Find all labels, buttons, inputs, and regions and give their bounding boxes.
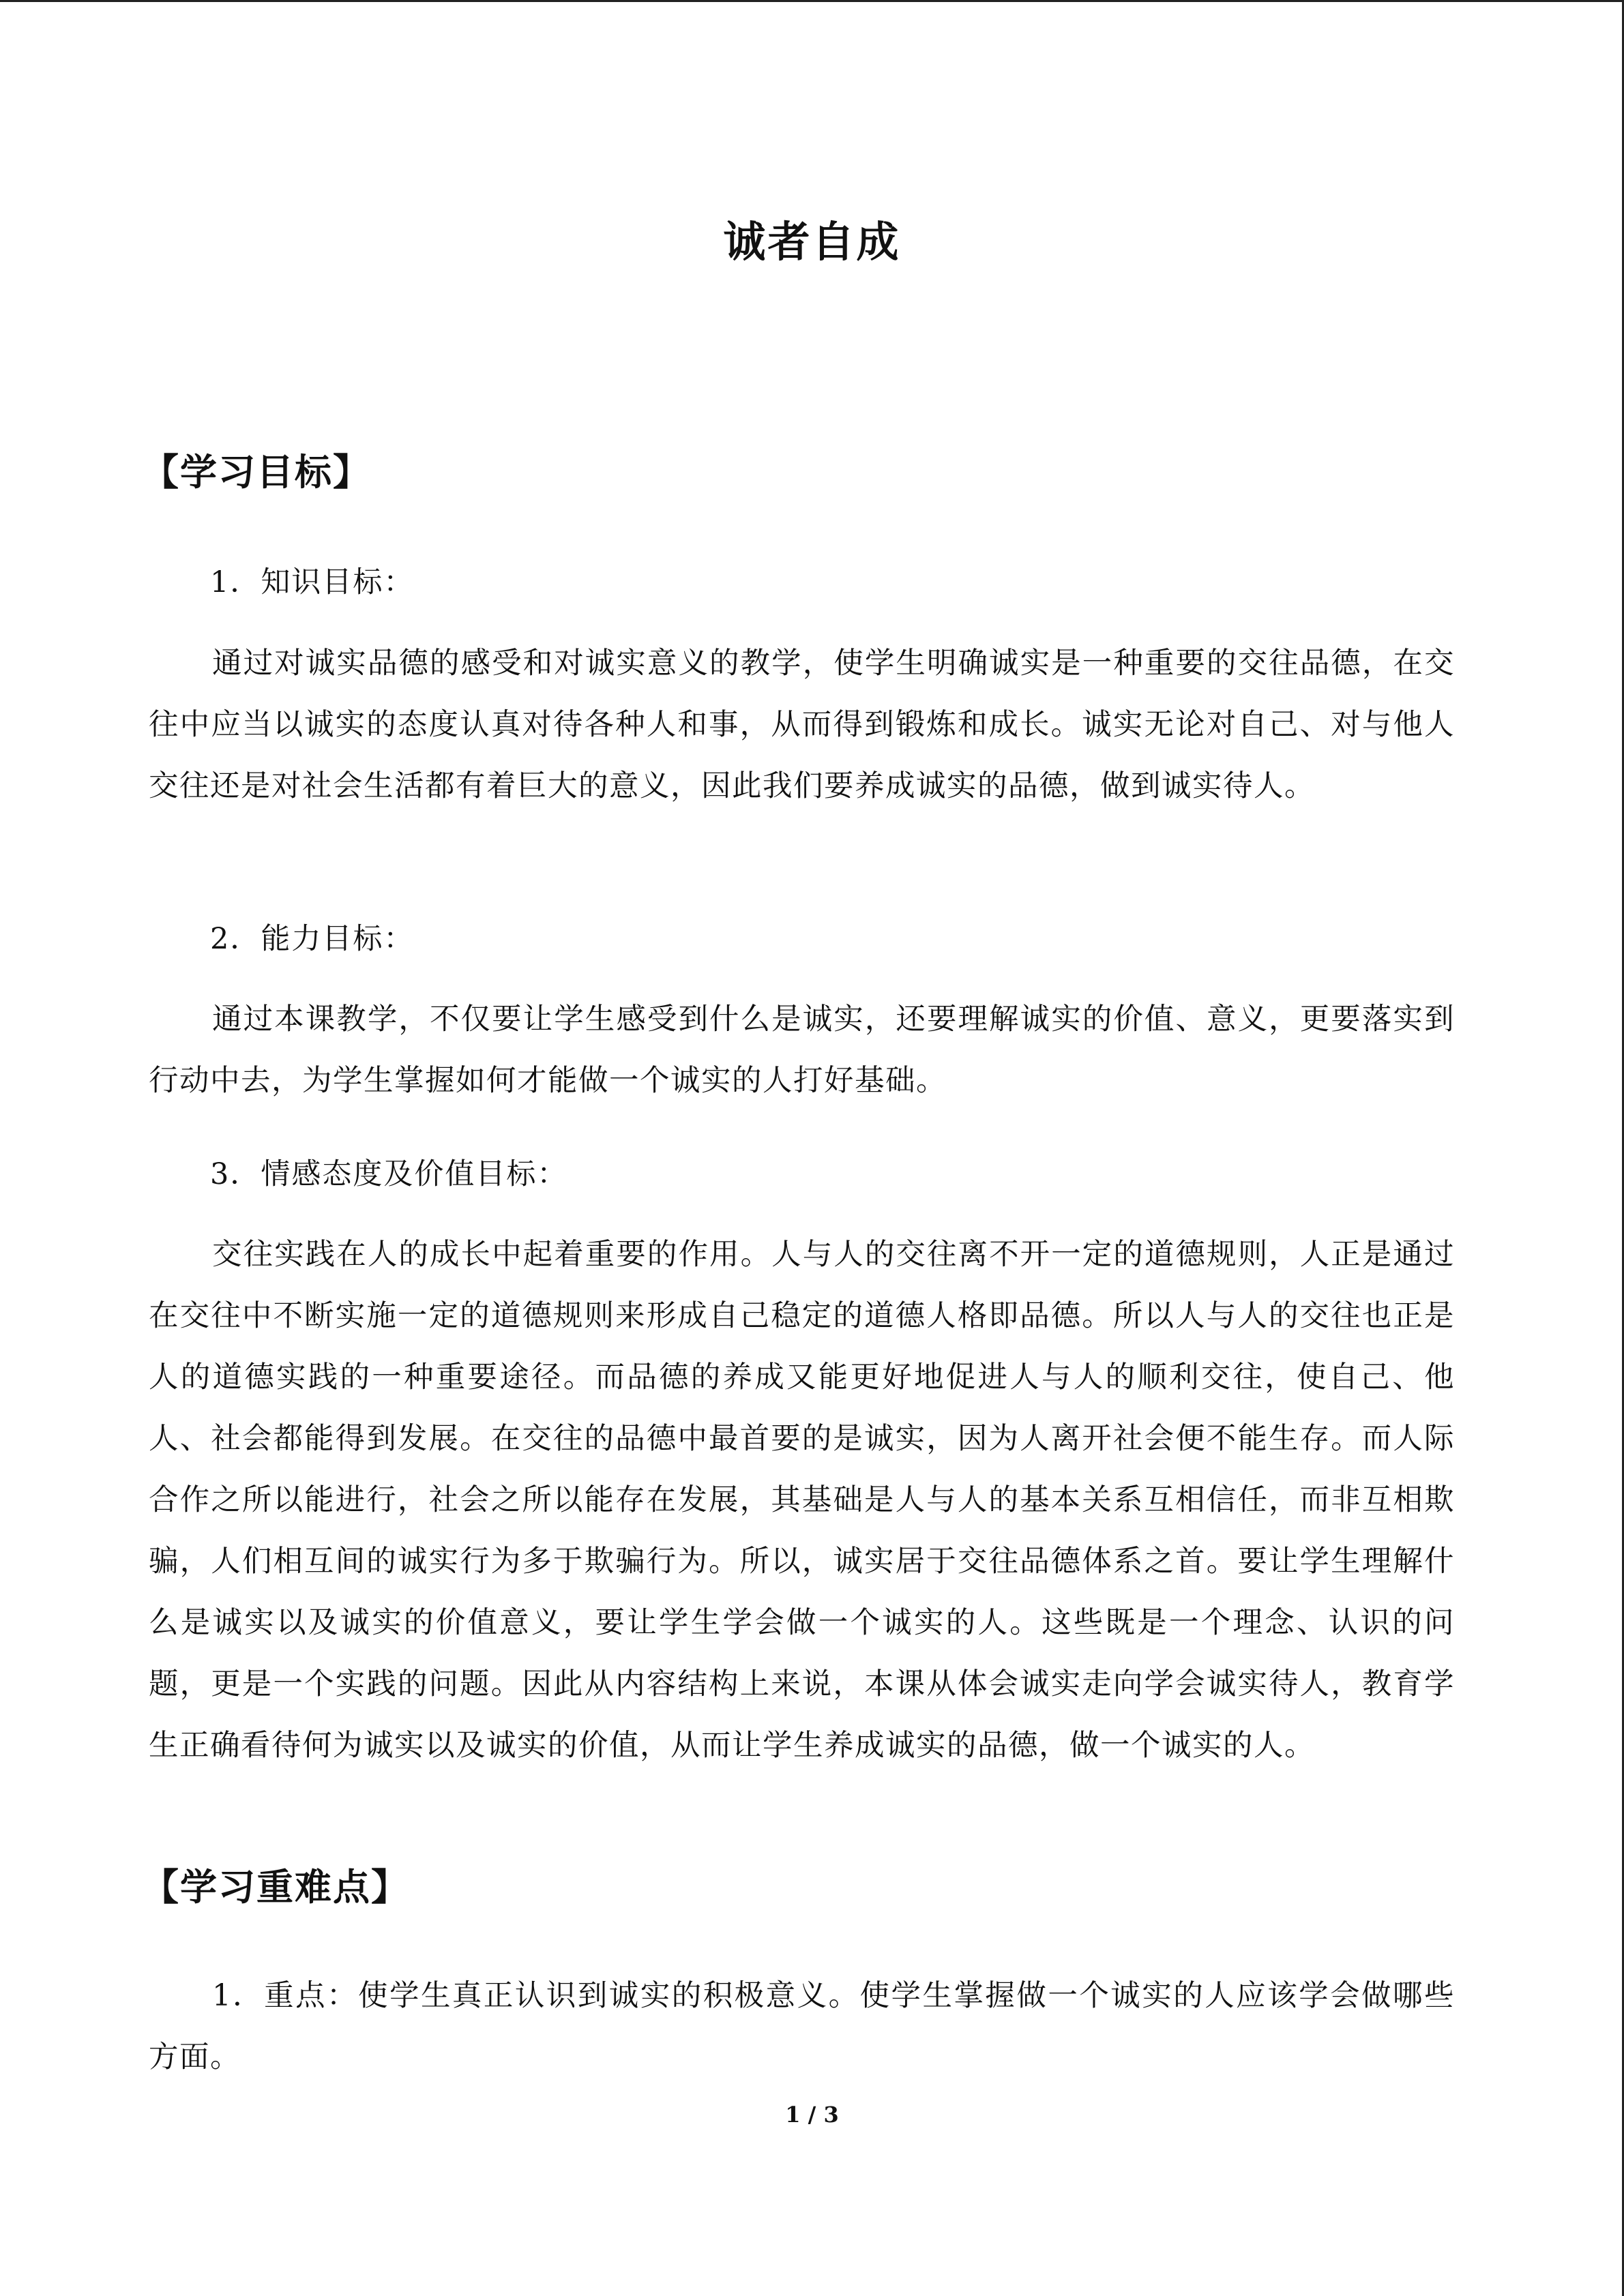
section-heading-learning-goals: 【学习目标】 xyxy=(142,451,371,494)
subheading-ability-goal: 2．能力目标： xyxy=(210,922,415,956)
paragraph-key-point: 1．重点：使学生真正认识到诚实的积极意义。使学生掌握做一个诚实的人应该学会做哪些方面。 xyxy=(149,1979,1455,2074)
paragraph-emotion-value-goal: 交往实践在人的成长中起着重要的作用。人与人的交往离不开一定的道德规则，人正是通过在交往中不断实施一定的道德规则来形成自己稳定的道德人格即品德。所以人与人的交往也正是人的道德实践的一种重要途径。而品德的养成又能更好地促进人与人的顺利交往，使自己、他人、社会都能得到发展。在交往的品德中最首要的是诚实，因为人离开社会便不能生存。而人际合作之所以能进行，社会之所以能存在发展，其基础是人与人的基本关系互相信任，而非互相欺骗，人们相互间的诚实行为多于欺骗行为。所以，诚实居于交往品德体系之首。要让学生理解什么是诚实以及诚实的价值意义，要让学生学会做一个诚实的人。这些既是一个理念、认识的问题，更是一个实践的问题。因此从内容结构上来说，本课从体会诚实走向学会诚实待人，教育学生正确看待何为诚实以及诚实的价值，从而让学生养成诚实的品德，做一个诚实的人。 xyxy=(149,1238,1455,1763)
document-title: 诚者自成 xyxy=(723,217,901,267)
page-number: 1 / 3 xyxy=(785,2102,839,2128)
subheading-emotion-value-goal: 3．情感态度及价值目标： xyxy=(210,1157,568,1191)
page-border-top xyxy=(0,0,1624,2)
paragraph-knowledge-goal: 通过对诚实品德的感受和对诚实意义的教学，使学生明确诚实是一种重要的交往品德，在交往中应当以诚实的态度认真对待各种人和事，从而得到锻炼和成长。诚实无论对自己、对与他人交往还是对社会生活都有着巨大的意义，因此我们要养成诚实的品德，做到诚实待人。 xyxy=(149,646,1455,803)
subheading-knowledge-goal: 1．知识目标： xyxy=(210,565,415,599)
paragraph-ability-goal: 通过本课教学，不仅要让学生感受到什么是诚实，还要理解诚实的价值、意义，更要落实到行动中去，为学生掌握如何才能做一个诚实的人打好基础。 xyxy=(149,1002,1455,1098)
section-heading-key-difficult-points: 【学习重难点】 xyxy=(142,1866,409,1909)
